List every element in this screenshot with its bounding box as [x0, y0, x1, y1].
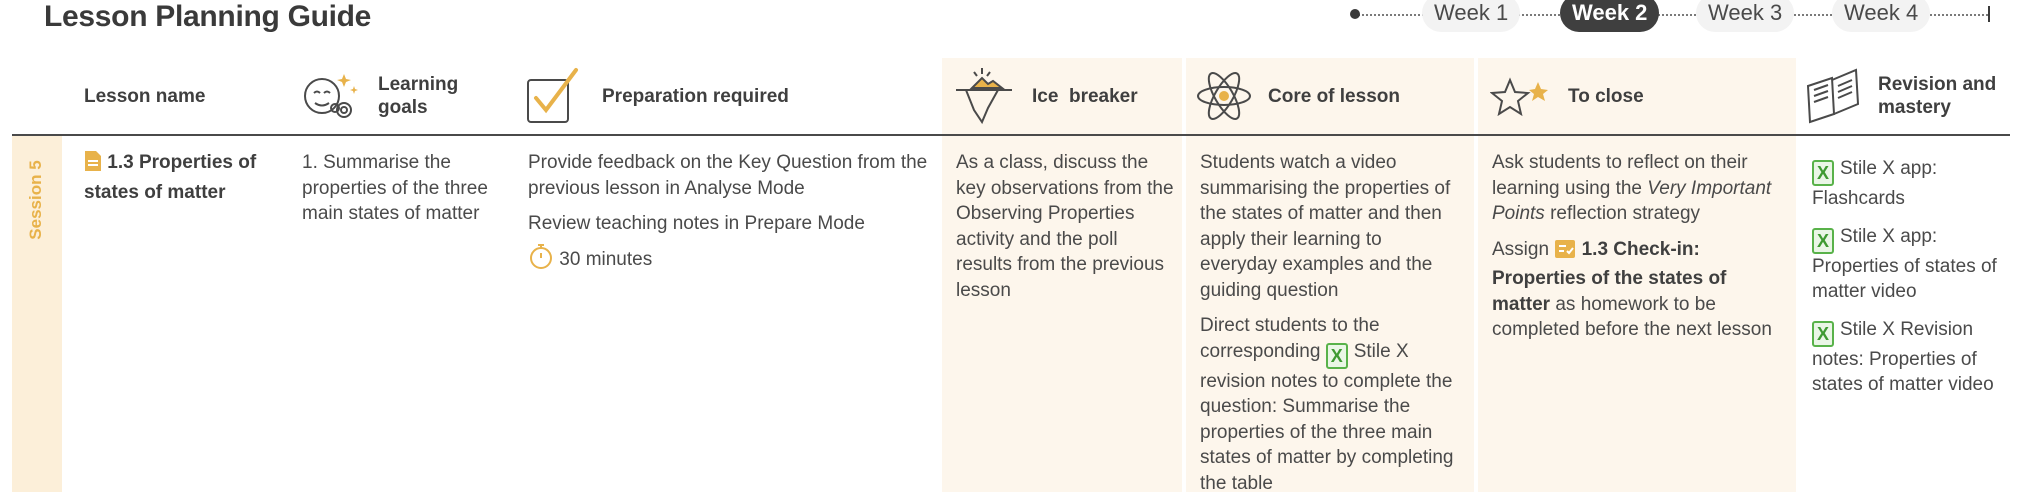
ice-breaker-cell [956, 150, 1176, 303]
to-close-text-2 [1492, 237, 1782, 343]
to-close-text-1 [1492, 150, 1782, 227]
learning-goals-cell [302, 150, 492, 227]
header-learning-goals-label: Learning goals [378, 74, 459, 118]
header-to-close-label: To close [1568, 85, 1644, 107]
core-cell [1200, 150, 1464, 492]
to-close-text-1a: Ask students to reflect on their learning using the [1492, 152, 1748, 199]
stile-x-icon: X [1326, 343, 1348, 369]
checkbox-icon [524, 66, 584, 126]
revision-item-label: Stile X app: Properties of states of matter video [1812, 225, 1997, 302]
document-icon [84, 150, 102, 180]
duration-text: 30 minutes [559, 248, 653, 270]
to-close-text-2a: Assign [1492, 238, 1550, 260]
revision-cell [1812, 156, 2022, 410]
timeline-start-dot [1350, 9, 1360, 19]
core-text-2 [1200, 313, 1464, 492]
header-learning-goals [300, 58, 478, 134]
lesson-name-link[interactable]: 1.3 Properties of states of matter [84, 152, 257, 203]
header-lesson-name-label: Lesson name [84, 85, 206, 107]
to-close-emphasis: Very Important Points [1492, 177, 1772, 224]
page-title: Lesson Planning Guide [44, 0, 372, 33]
to-close-text-1b: reflection strategy [1550, 203, 1701, 224]
preparation-text-1: Provide feedback on the Key Question from the previous lesson in Analyse Mode [528, 152, 928, 199]
core-text-2a: Direct students to the corresponding [1200, 315, 1380, 362]
preparation-duration [528, 243, 928, 277]
stile-x-icon: X [1812, 160, 1834, 186]
header-ice-breaker-label: Ice breaker [1032, 85, 1138, 107]
lesson-name-cell [84, 150, 274, 205]
header-ice-breaker [954, 58, 1138, 134]
face-thinking-icon [300, 66, 360, 126]
header-divider [12, 134, 2010, 136]
stile-x-icon: X [1812, 228, 1834, 254]
revision-item[interactable] [1812, 156, 2022, 212]
preparation-cell [528, 150, 928, 276]
learning-goal-text: 1. Summarise the properties of the three main states of matter [302, 152, 488, 224]
to-close-cell [1492, 150, 1782, 353]
session-label: Session 5 [26, 160, 45, 240]
header-lesson-name [84, 58, 205, 134]
header-revision-label: Revision and mastery [1878, 74, 1997, 118]
atom-icon [1194, 66, 1254, 126]
iceberg-icon [954, 66, 1014, 126]
to-close-text-2b: as homework to be completed before the next lesson [1492, 293, 1772, 340]
core-text-1: Students watch a video summarising the properties of the states of matter and then apply their learning to everyday examples and the guiding question [1200, 152, 1451, 301]
week-navigator [1350, 0, 1990, 30]
header-preparation [524, 58, 789, 134]
header-preparation-label: Preparation required [602, 85, 789, 107]
checkin-link[interactable]: 1.3 Check-in: Properties of the states of matter [1492, 238, 1727, 315]
revision-item-label: Stile X app: Flashcards [1812, 158, 1938, 209]
header-core [1194, 58, 1400, 134]
week-tab-3[interactable]: Week 3 [1696, 0, 1794, 32]
header-core-label: Core of lesson [1268, 85, 1400, 107]
preparation-text-2: Review teaching notes in Prepare Mode [528, 213, 865, 234]
revision-item[interactable] [1812, 224, 2022, 305]
book-icon [1804, 66, 1864, 126]
week-tab-4[interactable]: Week 4 [1832, 0, 1930, 32]
core-text-2b[interactable]: Stile X revision notes to complete the question: Summarise the properties of the three main states of matter by completing the table [1200, 340, 1454, 492]
revision-item-label: Stile X Revision notes: Properties of states of matter video [1812, 318, 1994, 395]
stile-x-icon: X [1812, 321, 1834, 347]
ice-breaker-text: As a class, discuss the key observations from the Observing Properties activity and the poll results from the previous lesson [956, 152, 1174, 301]
stopwatch-icon [528, 243, 554, 277]
week-tab-1[interactable]: Week 1 [1422, 0, 1520, 32]
timeline-end-marker [1988, 6, 1990, 22]
checkin-icon [1554, 239, 1576, 267]
week-tab-2[interactable]: Week 2 [1560, 0, 1659, 32]
header-revision [1804, 58, 1998, 134]
revision-item[interactable] [1812, 317, 2022, 398]
stars-icon [1490, 66, 1550, 126]
header-to-close [1490, 58, 1644, 134]
